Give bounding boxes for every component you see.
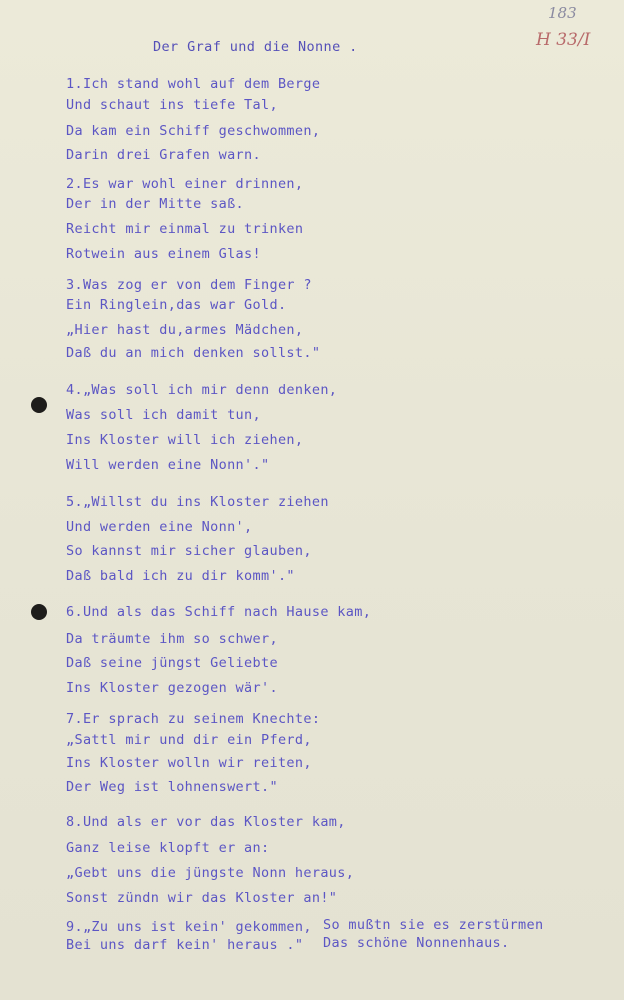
stanza-8-line-3: „Gebt uns die jüngste Nonn heraus, xyxy=(66,865,355,881)
stanza-8-line-4: Sonst zündn wir das Kloster an!" xyxy=(66,890,338,906)
stanza-8-line-1: 8.Und als er vor das Kloster kam, xyxy=(66,814,346,830)
stanza-3-line-1: 3.Was zog er von dem Finger ? xyxy=(66,277,312,293)
stanza-4-line-3: Ins Kloster will ich ziehen, xyxy=(66,432,304,448)
page-number: 183 xyxy=(548,4,577,22)
punch-hole xyxy=(31,604,47,620)
stanza-3-line-3: „Hier hast du,armes Mädchen, xyxy=(66,322,304,338)
stanza-6-line-2: Da träumte ihm so schwer, xyxy=(66,631,278,647)
stanza-4-line-1: 4.„Was soll ich mir denn denken, xyxy=(66,382,338,398)
stanza-7-line-1: 7.Er sprach zu seinem Knechte: xyxy=(66,711,321,727)
stanza-5-line-4: Daß bald ich zu dir komm'." xyxy=(66,568,295,584)
stanza-9-line-1: 9.„Zu uns ist kein' gekommen, xyxy=(66,919,312,935)
punch-hole xyxy=(31,397,47,413)
stanza-1-line-1: 1.Ich stand wohl auf dem Berge xyxy=(66,76,321,92)
stanza-4-line-4: Will werden eine Nonn'." xyxy=(66,457,270,473)
stanza-2-line-4: Rotwein aus einem Glas! xyxy=(66,246,261,262)
stanza-7-line-3: Ins Kloster wolln wir reiten, xyxy=(66,755,312,771)
stanza-6-line-1: 6.Und als das Schiff nach Hause kam, xyxy=(66,604,372,620)
stanza-6-line-3: Daß seine jüngst Geliebte xyxy=(66,655,278,671)
stanza-4-line-2: Was soll ich damit tun, xyxy=(66,407,261,423)
stanza-5-line-1: 5.„Willst du ins Kloster ziehen xyxy=(66,494,329,510)
stanza-8-line-2: Ganz leise klopft er an: xyxy=(66,840,270,856)
stanza-9-side-line-1: So mußtn sie es zerstürmen xyxy=(323,917,544,933)
stanza-9-side-line-2: Das schöne Nonnenhaus. xyxy=(323,935,510,951)
stanza-9-line-2: Bei uns darf kein' heraus ." xyxy=(66,937,304,953)
stanza-2-line-3: Reicht mir einmal zu trinken xyxy=(66,221,304,237)
stanza-3-line-2: Ein Ringlein,das war Gold. xyxy=(66,297,287,313)
stanza-7-line-4: Der Weg ist lohnenswert." xyxy=(66,779,278,795)
poem-title: Der Graf und die Nonne . xyxy=(153,39,358,55)
stanza-2-line-1: 2.Es war wohl einer drinnen, xyxy=(66,176,304,192)
stanza-6-line-4: Ins Kloster gezogen wär'. xyxy=(66,680,278,696)
stanza-2-line-2: Der in der Mitte saß. xyxy=(66,196,245,212)
stanza-3-line-4: Daß du an mich denken sollst." xyxy=(66,345,321,361)
stanza-1-line-2: Und schaut ins tiefe Tal, xyxy=(66,97,278,113)
stanza-5-line-2: Und werden eine Nonn', xyxy=(66,519,253,535)
stanza-1-line-4: Darin drei Grafen warn. xyxy=(66,147,261,163)
stanza-7-line-2: „Sattl mir und dir ein Pferd, xyxy=(66,732,312,748)
stanza-5-line-3: So kannst mir sicher glauben, xyxy=(66,543,312,559)
archive-mark: H 33/I xyxy=(536,30,591,50)
stanza-1-line-3: Da kam ein Schiff geschwommen, xyxy=(66,123,321,139)
